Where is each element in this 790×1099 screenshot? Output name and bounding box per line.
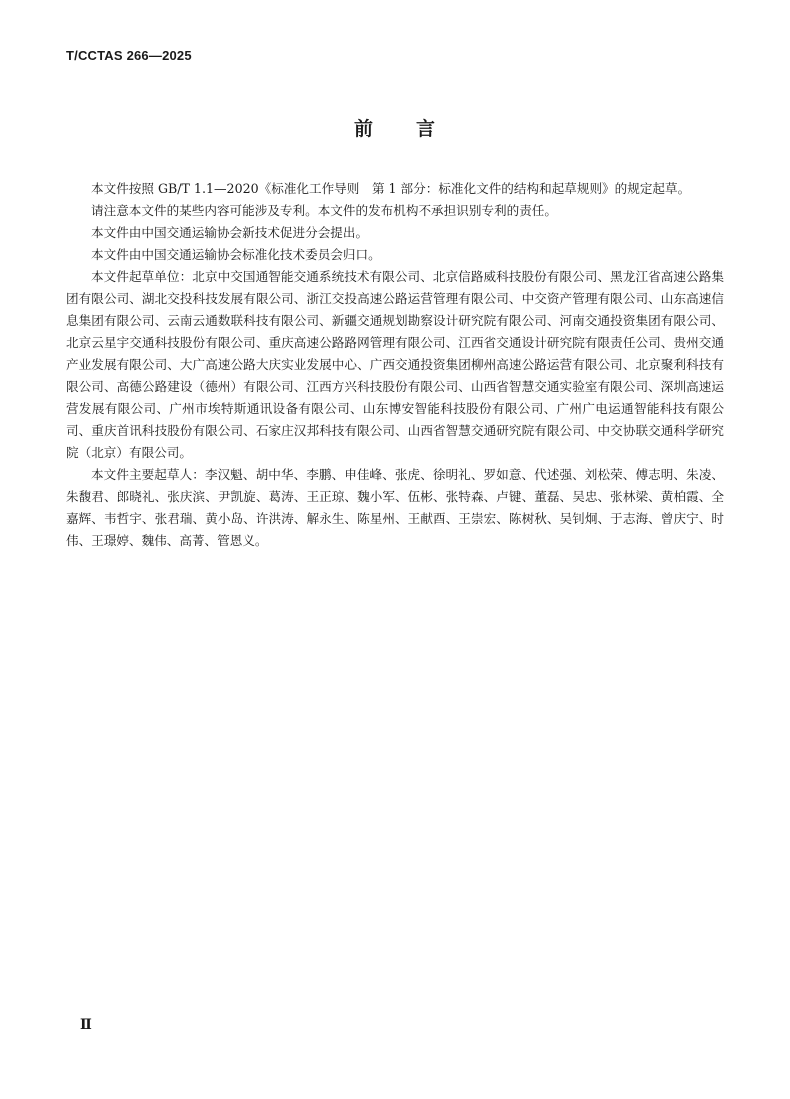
paragraph-centralized: 本文件由中国交通运输协会标准化技术委员会归口。 <box>91 247 381 262</box>
title-char-1: 前 <box>353 118 374 140</box>
paragraph-patent-notice: 请注意本文件的某些内容可能涉及专利。本文件的发布机构不承担识别专利的责任。 <box>91 203 557 218</box>
page-title <box>0 114 790 141</box>
paragraph-drafting-rules: 本文件按照 GB/T 1.1—2020《标准化工作导则 第 1 部分：标准化文件的结构和起草规则》的规定起草。 <box>91 181 691 196</box>
standard-number: T/CCTAS 266—2025 <box>66 48 192 63</box>
title-char-2: 言 <box>416 118 437 140</box>
paragraph-drafters: 本文件主要起草人：李汉魁、胡中华、李鹏、申佳峰、张虎、徐明礼、罗如意、代述强、刘松荣、傅志明、朱凌、朱馥君、郎晓礼、张庆滨、尹凯旋、葛涛、王正琼、魏小军、伍彬、张特森、卢键、董磊、吴忠、张林梁、黄柏霞、全嘉辉、韦哲宇、张君瑞、黄小岛、许洪涛、解永生、陈星州、王献酉、王崇宏、陈树秋、吴钊炯、于志海、曾庆宁、时伟、王璟婷、魏伟、高菁、管恩义。 <box>66 467 724 548</box>
page-number: Ⅱ <box>80 1017 92 1033</box>
foreword-body <box>66 178 724 552</box>
paragraph-drafting-units: 本文件起草单位：北京中交国通智能交通系统技术有限公司、北京信路威科技股份有限公司、黑龙江省高速公路集团有限公司、湖北交投科技发展有限公司、浙江交投高速公路运营管理有限公司、中交资产管理有限公司、山东高速信息集团有限公司、云南云通数联科技有限公司、新疆交通规划勘察设计研究院有限公司、河南交通投资集团有限公司、北京云星宇交通科技股份有限公司、重庆高速公路路网管理有限公司、江西省交通设计研究院有限责任公司、贵州交通产业发展有限公司、大广高速公路大庆实业发展中心、广西交通投资集团柳州高速公路运营有限公司、北京聚利科技有限公司、高德公路建设（德州）有限公司、江西方兴科技股份有限公司、山西省智慧交通实验室有限公司、深圳高速运营发展有限公司、广州市埃特斯通讯设备有限公司、山东博安智能科技股份有限公司、广州广电运通智能科技有限公司、重庆首讯科技股份有限公司、石家庄汉邦科技有限公司、山西省智慧交通研究院有限公司、中交协联交通科学研究院（北京）有限公司。 <box>66 269 724 460</box>
paragraph-proposer: 本文件由中国交通运输协会新技术促进分会提出。 <box>91 225 369 240</box>
